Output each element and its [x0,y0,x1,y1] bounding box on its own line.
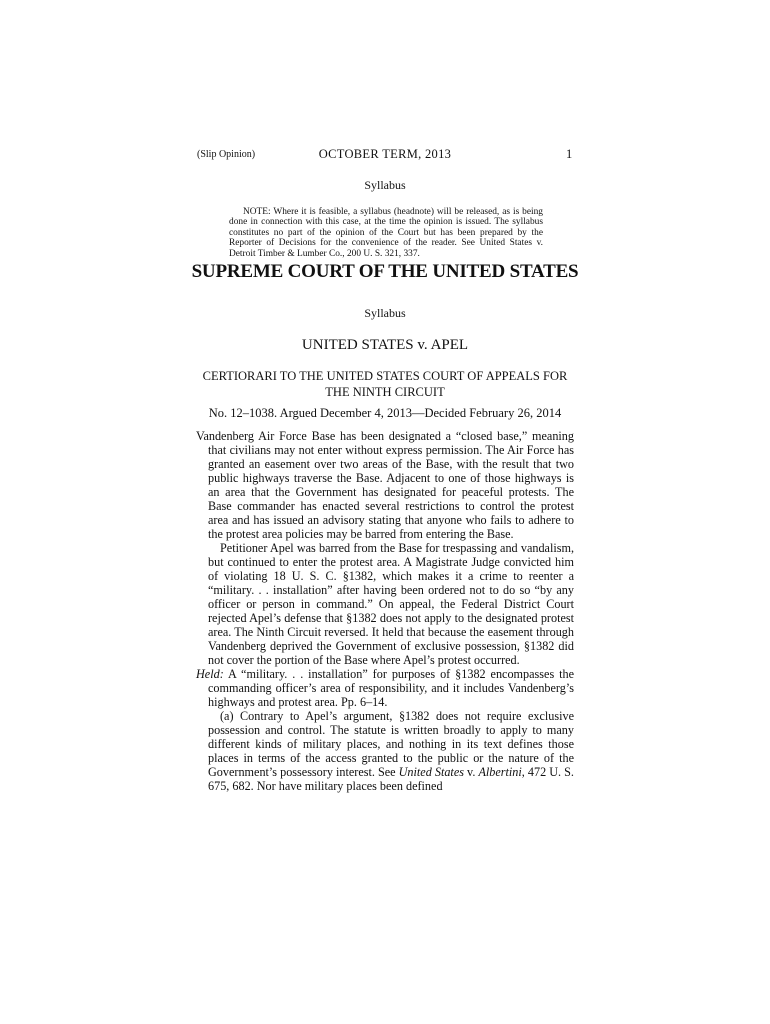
paragraph-a-text: (a) Contrary to Apel’s argument, §1382 does not require exclusive possession and control. The statute is written broadly to apply to many different kinds of military places, and nothing in its text defines those places in terms of the access granted to the public or the nature of the Government’s possessory interest. See [208,709,574,779]
paragraph-procedural-history: Petitioner Apel was barred from the Base for trespassing and vandalism, but continued to enter the protest area. A Magistrate Judge convicted him of violating 18 U. S. C. §1382, which makes it a crime to reenter a “military. . . installation” after having been ordered not to do so “by any officer or person in command.” On appeal, the Federal District Court rejected Apel’s defense that §1382 does not apply to the designated protest area. The Ninth Circuit reversed. It held that because the easement through Vandenberg deprived the Government of exclusive possession, §1382 did not cover the portion of the Base where Apel’s protest occurred. [208,541,574,667]
syllabus-body [196,429,574,793]
case-title: UNITED STATES v. APEL [301,337,469,353]
citation-v: v. [463,765,479,779]
court-name: SUPREME COURT OF THE UNITED STATES [191,261,579,282]
paragraph-background: Vandenberg Air Force Base has been designated a “closed base,” meaning that civilians may not enter without express permission. The Air Force has granted an easement over two areas of the Base, with the result that two public highways traverse the Base. Adjacent to one of those highways is an area that the Government has designated for peaceful protests. The Base commander has enacted several restrictions to control the protest area and has issued an advisory stating that anyone who fails to adhere to the protest area policies may be barred from entering the Base. [196,429,574,541]
docket-line: No. 12–1038. Argued December 4, 2013—Decided February 26, 2014 [208,406,562,420]
paragraph-a [196,709,574,793]
paragraph-a-end: , 472 U. S. 675, 682. Nor have military places been defined [208,765,574,793]
syllabus-label-top: Syllabus [364,178,406,192]
case-citation-party: United States [398,765,464,779]
case-citation-name: Albertini [478,765,522,779]
held-label: Held: [196,667,224,681]
paragraph-held [196,667,574,709]
page-number: 1 [566,147,573,161]
reporter-note: NOTE: Where it is feasible, a syllabus (headnote) will be released, as is being done in connection with this case, at the time the opinion is issued. The syllabus constitutes no part of the opinion of the Court but has been prepared by the Reporter of Decisions for the convenience of the reader. See United States v. Detroit Timber & Lumber Co., 200 U. S. 321, 337. [229,207,543,259]
slip-opinion-label: (Slip Opinion) [197,149,256,160]
syllabus-label: Syllabus [364,306,406,320]
held-text: A “military. . . installation” for purposes of §1382 encompasses the commanding officer’s area of responsibility, and it includes Vandenberg’s highways and protest area. Pp. 6–14. [208,667,574,709]
term-heading: OCTOBER TERM, 2013 [318,147,452,161]
certiorari-line: CERTIORARI TO THE UNITED STATES COURT OF APPEALS FOR THE NINTH CIRCUIT [202,369,568,399]
